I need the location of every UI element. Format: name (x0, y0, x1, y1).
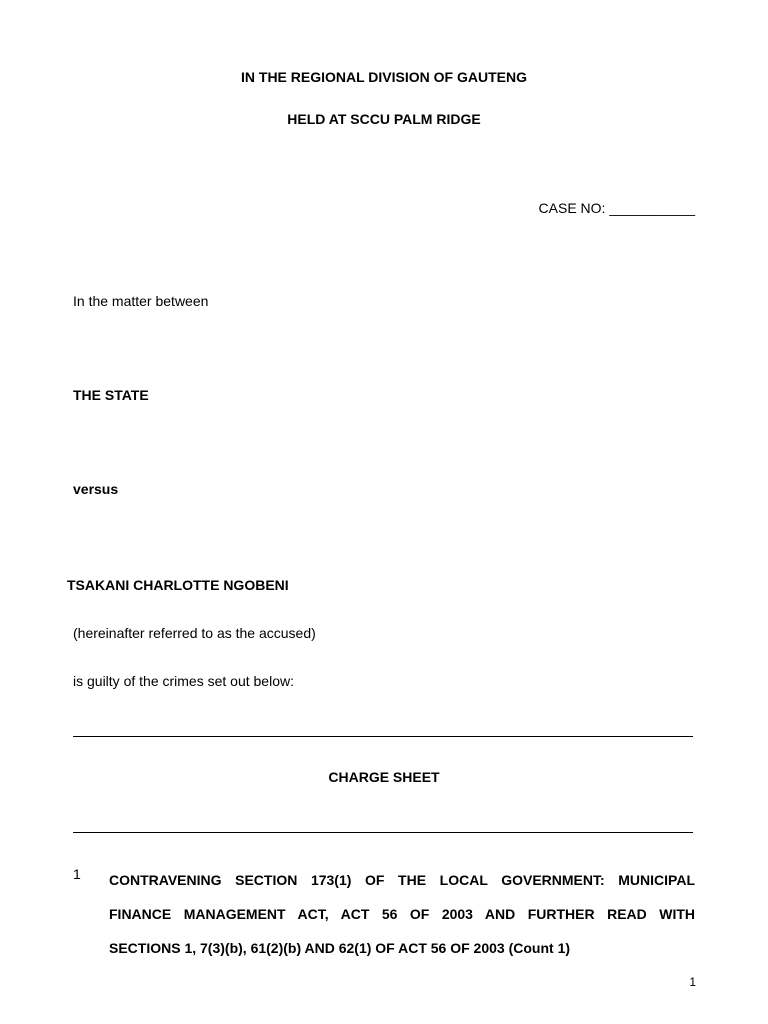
count-heading (109, 863, 695, 965)
bottom-divider (73, 832, 693, 833)
count-heading-line: CONTRAVENING SECTION 173(1) OF THE LOCAL GOVERNMENT: MUNICIPAL (109, 872, 695, 888)
count-heading-line: FINANCE MANAGEMENT ACT, ACT 56 OF 2003 AND FURTHER READ WITH (109, 906, 695, 922)
matter-intro: In the matter between (73, 293, 209, 309)
accused-name: TSAKANI CHARLOTTE NGOBENI (67, 577, 289, 593)
charge-sheet-title: CHARGE SHEET (328, 769, 440, 785)
case-number: CASE NO: ___________ (538, 200, 695, 216)
count-heading-line: SECTIONS 1, 7(3)(b), 61(2)(b) AND 62(1) OF ACT 56 OF 2003 (Count 1) (109, 940, 571, 956)
court-location-heading: HELD AT SCCU PALM RIDGE (287, 111, 481, 127)
guilty-statement: is guilty of the crimes set out below: (73, 673, 294, 689)
count-number: 1 (73, 866, 81, 882)
plaintiff-name: THE STATE (73, 387, 149, 403)
top-divider (73, 736, 693, 737)
accused-note: (hereinafter referred to as the accused) (73, 625, 316, 641)
court-division-heading: IN THE REGIONAL DIVISION OF GAUTENG (241, 69, 527, 85)
versus-label: versus (73, 481, 119, 497)
page-number: 1 (689, 975, 696, 989)
